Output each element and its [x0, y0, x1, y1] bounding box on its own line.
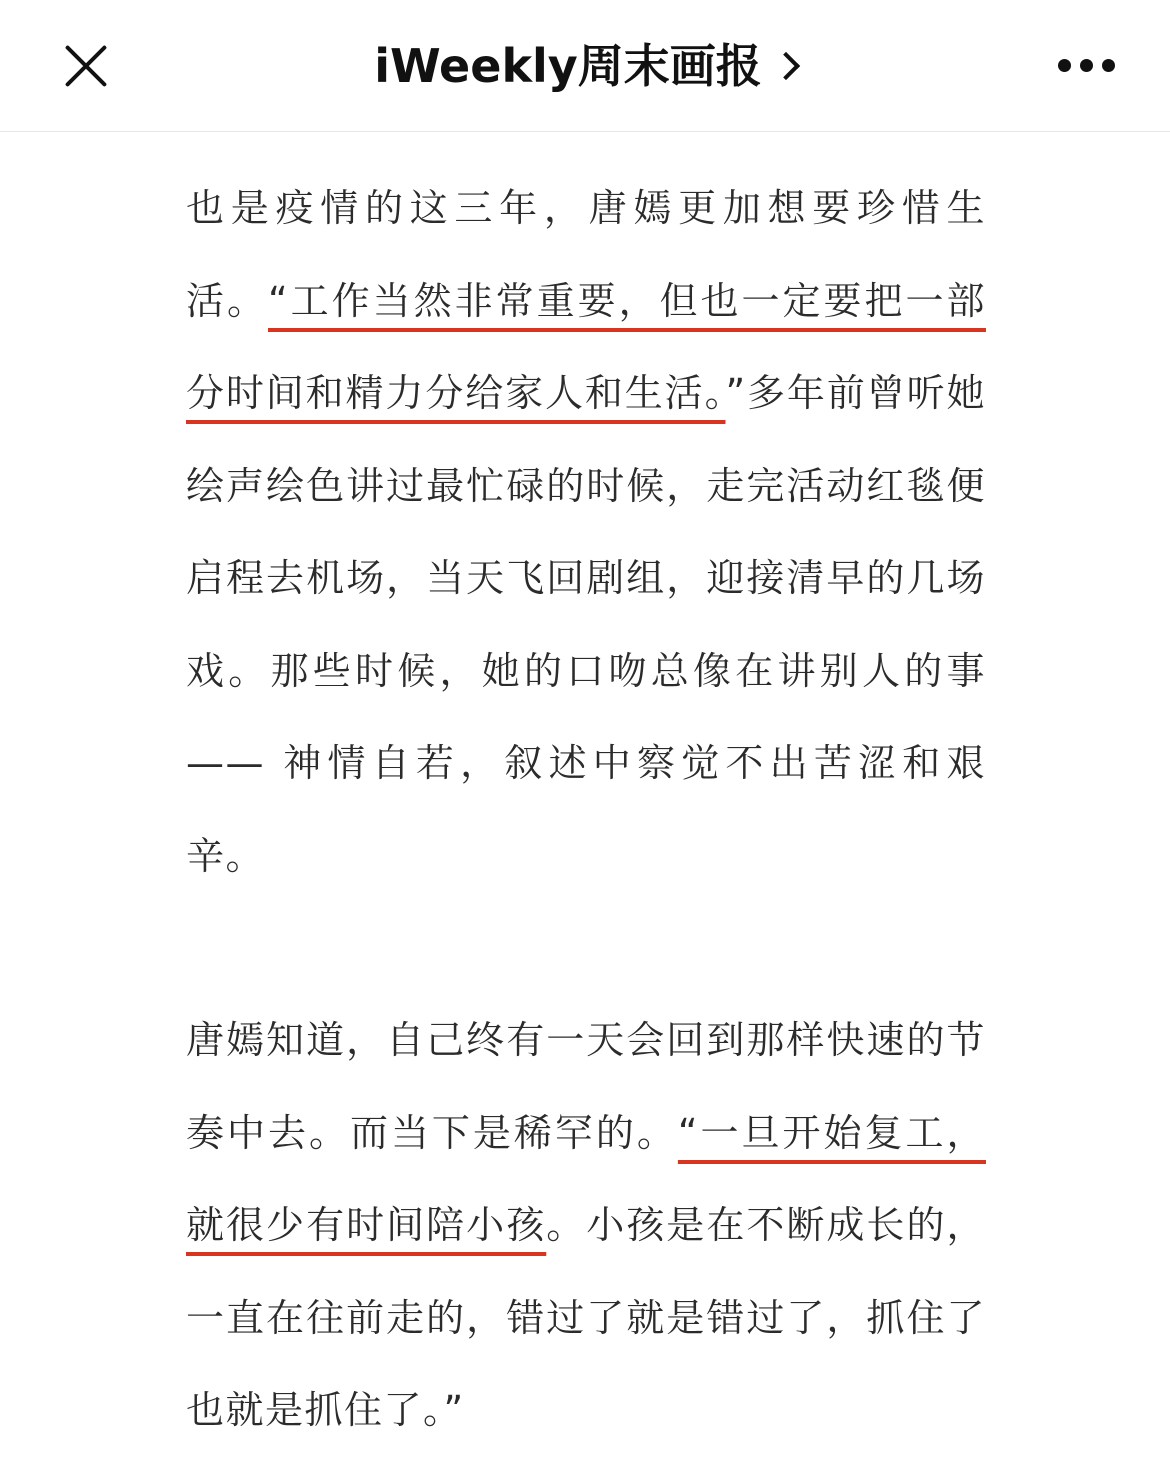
account-title-link[interactable] — [0, 34, 1170, 98]
chevron-right-icon — [772, 51, 800, 79]
article-body — [186, 162, 986, 1457]
article-paragraph-2 — [186, 994, 986, 1457]
paragraph-text: 也是疫情的这三年，唐嫣更加想要珍惜生活。 — [186, 186, 986, 323]
account-title: iWeekly周末画报 — [374, 39, 762, 93]
more-horizontal-icon[interactable] — [1054, 54, 1120, 80]
top-navigation-bar — [0, 0, 1170, 132]
paragraph-text: ”多年前曾听她绘声绘色讲过最忙碌的时候，走完活动红毯便启程去机场，当天飞回剧组，迎接清早的几场戏。那些时候，她的口吻总像在讲别人的事 —— 神情自若，叙述中察觉不出苦涩和艰辛。 — [186, 371, 986, 878]
paragraph-text: 。小孩是在不断成长的，一直在往前走的，错过了就是错过了，抓住了也就是抓住了。” — [186, 1203, 986, 1432]
paragraph-text: 唐嫣知道，自己终有一天会回到那样快速的节奏中去。而当下是稀罕的。 — [186, 1018, 986, 1155]
highlighted-quote: “一旦开始复工，就很少有时间陪小孩 — [186, 1110, 986, 1247]
article-paragraph-1 — [186, 162, 986, 902]
highlighted-quote: “工作当然非常重要，但也一定要把一部分时间和精力分给家人和生活。 — [186, 278, 986, 415]
